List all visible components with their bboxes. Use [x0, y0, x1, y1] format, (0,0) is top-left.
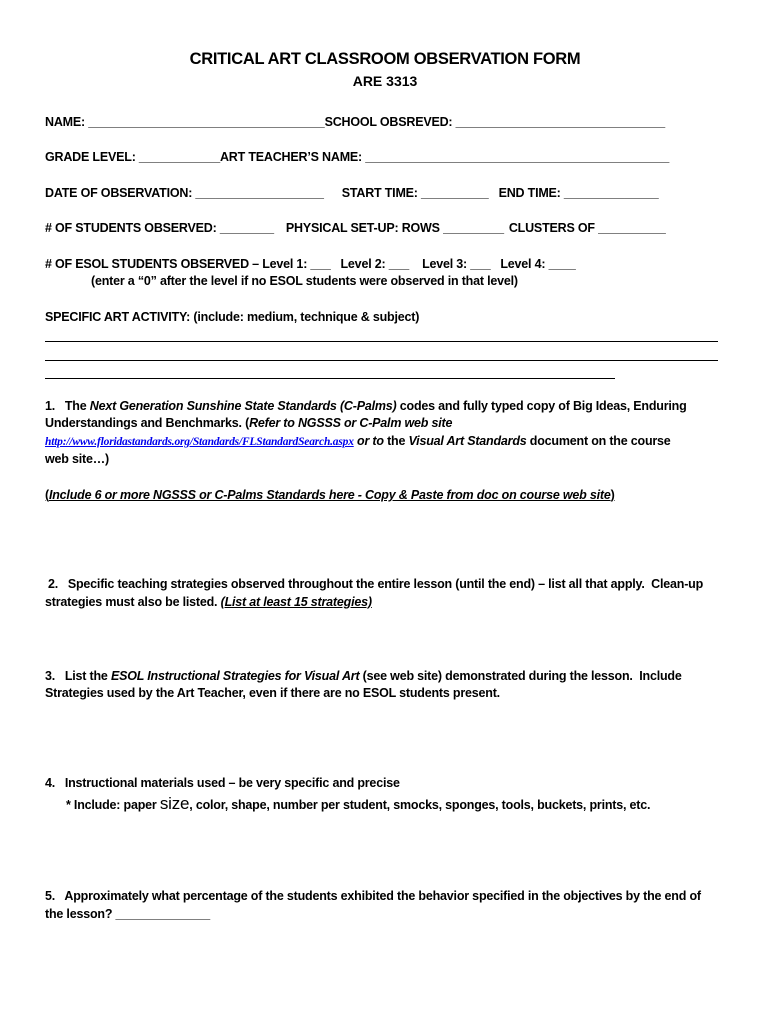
date-time-row: [45, 185, 658, 201]
question-5-line-2[interactable]: the lesson? ______________: [45, 907, 211, 921]
students-observed-field[interactable]: # OF STUDENTS OBSERVED: ________: [45, 221, 274, 235]
specific-art-activity-label: SPECIFIC ART ACTIVITY: (include: medium, technique & subject): [45, 310, 420, 324]
question-2-line-1: 2. Specific teaching strategies observed throughout the entire lesson (until the end) – list all that apply. Clean-up: [48, 577, 704, 591]
grade-teacher-row: [45, 149, 669, 165]
start-time-field[interactable]: START TIME: __________: [341, 186, 489, 200]
question-1-instruction: (Include 6 or more NGSSS or C-Palms Standards here - Copy & Paste from doc on course web site): [45, 488, 615, 502]
question-4-line-1: 4. Instructional materials used – be very specific and precise: [45, 776, 400, 790]
art-teacher-name-field[interactable]: ART TEACHER’S NAME: _____________________________________________: [219, 150, 670, 164]
question-3-line-1: 3. List the ESOL Instructional Strategies for Visual Art (see web site) demonstrated during the lesson. Include: [45, 669, 682, 683]
clusters-of-field[interactable]: CLUSTERS OF __________: [508, 221, 666, 235]
end-time-field[interactable]: END TIME: ______________: [498, 186, 659, 200]
date-of-observation-field[interactable]: DATE OF OBSERVATION: ___________________: [45, 186, 324, 200]
school-observed-field[interactable]: SCHOOL OBSREVED: _______________________________: [324, 115, 665, 129]
question-5-line-1: 5. Approximately what percentage of the students exhibited the behavior specified in the objectives by the end of: [45, 889, 701, 903]
form-title: CRITICAL ART CLASSROOM OBSERVATION FORM: [189, 50, 581, 68]
activity-answer-line-2[interactable]: [45, 360, 718, 361]
question-1-line-2: Understandings and Benchmarks. (Refer to NGSSS or C-Palm web site: [45, 416, 453, 430]
question-2-line-2: strategies must also be listed. (List at least 15 strategies): [45, 595, 372, 609]
students-setup-row: [45, 220, 666, 236]
grade-level-field[interactable]: GRADE LEVEL: ____________: [45, 150, 220, 164]
floridastandards-link[interactable]: http://www.floridastandards.org/Standards/FLStandardSearch.aspx: [45, 436, 354, 448]
question-1-line-1: 1. The Next Generation Sunshine State Standards (C-Palms) codes and fully typed copy of Big Ideas, Enduring: [45, 399, 687, 413]
question-3-line-2: Strategies used by the Art Teacher, even if there are no ESOL students present.: [45, 686, 500, 700]
activity-answer-line-3[interactable]: [45, 378, 615, 379]
question-1-line-3: http://www.floridastandards.org/Standards/FLStandardSearch.aspx or to the Visual Art Standards document on the course: [45, 434, 671, 448]
physical-setup-rows-field[interactable]: PHYSICAL SET-UP: ROWS _________: [285, 221, 504, 235]
question-1-line-4: web site…): [45, 452, 109, 466]
esol-note: (enter a “0” after the level if no ESOL students were observed in that level): [91, 274, 518, 288]
esol-students-field[interactable]: # OF ESOL STUDENTS OBSERVED – Level 1: ___ Level 2: ___ Level 3: ___ Level 4: ____: [45, 257, 576, 271]
activity-answer-line-1[interactable]: [45, 341, 718, 342]
course-code: ARE 3313: [352, 73, 418, 89]
name-field-row: [45, 114, 665, 130]
question-4-line-2: * Include: paper size, color, shape, number per student, smocks, sponges, tools, buckets, prints, etc.: [66, 794, 651, 813]
name-field[interactable]: NAME: ___________________________________: [45, 115, 325, 129]
